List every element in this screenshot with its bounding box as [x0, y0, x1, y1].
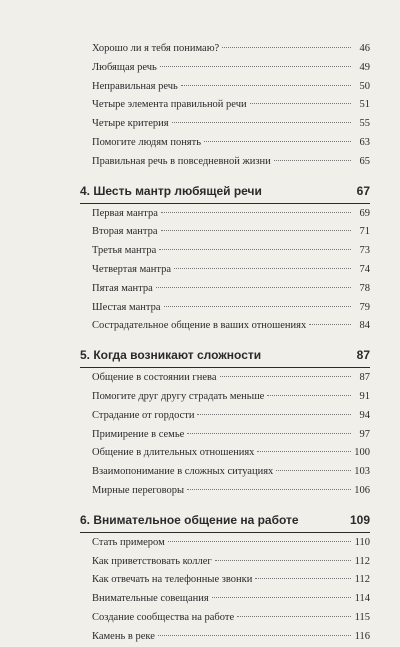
toc-entry [80, 444, 370, 463]
chapter-6 [80, 511, 370, 647]
dot-leader [159, 249, 351, 250]
dot-leader [257, 451, 351, 452]
entry-page: 49 [359, 61, 370, 73]
toc-entry [80, 426, 370, 445]
entry-title: Создание сообщества на работе [92, 611, 235, 623]
dot-leader [172, 122, 351, 123]
entry-title: Сострадательное общение в ваших отношениях [92, 320, 307, 332]
dot-leader [174, 268, 351, 269]
dot-leader [156, 287, 351, 288]
entry-title: Общение в длительных отношениях [92, 447, 255, 459]
chapter-title: 4. Шесть мантр любящей речи [80, 183, 262, 198]
entry-title: Примирение в семье [92, 428, 185, 440]
dot-leader [222, 47, 351, 48]
toc-entry [80, 40, 370, 59]
entry-title: Четыре элемента правильной речи [92, 99, 247, 111]
entry-title: Любящая речь [92, 61, 157, 73]
toc-entry [80, 59, 370, 78]
entry-title: Мирные переговоры [92, 484, 185, 496]
entry-page: 55 [359, 118, 370, 130]
dot-leader [274, 160, 351, 161]
dot-leader [204, 141, 351, 142]
entry-page: 114 [354, 593, 370, 605]
dot-leader [181, 85, 351, 86]
entry-page: 79 [359, 301, 370, 313]
dot-leader [276, 470, 351, 471]
toc-entry [80, 571, 370, 590]
dot-leader [267, 395, 351, 396]
chapter-title: 5. Когда возникают сложности [80, 348, 262, 363]
chapter-page: 109 [349, 512, 370, 527]
toc-entry [80, 134, 370, 153]
toc-entry [80, 463, 370, 482]
toc-entry [80, 280, 370, 299]
toc-entry [80, 115, 370, 134]
dot-leader [250, 103, 351, 104]
dot-leader [215, 560, 351, 561]
dot-leader [237, 616, 351, 617]
entry-title: Как приветствовать коллег [92, 555, 212, 567]
entry-title: Пятая мантра [92, 282, 153, 294]
entry-title: Четыре критерия [92, 118, 169, 130]
entry-title: Как отвечать на телефонные звонки [92, 574, 253, 586]
toc-entry [80, 299, 370, 318]
toc-entry [80, 317, 370, 336]
entry-page: 74 [359, 263, 370, 275]
toc-entry [80, 609, 370, 628]
entry-page: 78 [359, 282, 370, 294]
entry-title: Правильная речь в повседневной жизни [92, 155, 271, 167]
dot-leader [197, 414, 351, 415]
dot-leader [168, 541, 351, 542]
entry-page: 97 [359, 428, 370, 440]
dot-leader [309, 324, 351, 325]
entry-page: 50 [359, 80, 370, 92]
entry-page: 106 [354, 484, 370, 496]
chapter-title: 6. Внимательное общение на работе [80, 512, 299, 527]
entry-page: 63 [359, 136, 370, 148]
entry-page: 69 [359, 207, 370, 219]
dot-leader [220, 376, 352, 377]
entry-title: Взаимопонимание в сложных ситуациях [92, 466, 274, 478]
entry-page: 115 [354, 611, 370, 623]
toc-entry [80, 78, 370, 97]
toc-entry [80, 482, 370, 501]
entry-title: Помогите людям понять [92, 136, 202, 148]
dot-leader [255, 578, 351, 579]
toc-entry [80, 205, 370, 224]
entry-title: Общение в состоянии гнева [92, 372, 217, 384]
toc-entry [80, 261, 370, 280]
dot-leader [161, 230, 351, 231]
chapter-page: 87 [356, 348, 370, 363]
entry-page: 112 [354, 555, 370, 567]
entry-title: Внимательные совещания [92, 593, 209, 605]
entry-title: Хорошо ли я тебя понимаю? [92, 43, 220, 54]
chapter-heading [80, 346, 370, 368]
intro-section [80, 40, 370, 172]
toc-entry [80, 223, 370, 242]
entry-page: 110 [354, 536, 370, 548]
chapter-page: 67 [356, 183, 370, 198]
table-of-contents [80, 40, 370, 647]
entry-title: Камень в реке [92, 630, 155, 642]
chapter-heading [80, 511, 370, 533]
entry-page: 103 [354, 466, 370, 478]
dot-leader [187, 489, 351, 490]
entry-title: Помогите друг другу страдать меньше [92, 390, 265, 402]
entry-page: 46 [359, 43, 370, 54]
entry-title: Четвертая мантра [92, 263, 172, 275]
toc-entry [80, 242, 370, 261]
toc-entry [80, 407, 370, 426]
chapter-4 [80, 182, 370, 337]
dot-leader [212, 597, 351, 598]
entry-title: Третья мантра [92, 245, 157, 257]
entry-title: Шестая мантра [92, 301, 161, 313]
toc-entry [80, 628, 370, 647]
entry-page: 100 [354, 447, 370, 459]
entry-page: 94 [359, 409, 370, 421]
dot-leader [164, 306, 352, 307]
toc-entry [80, 96, 370, 115]
entry-page: 65 [359, 155, 370, 167]
chapter-heading [80, 182, 370, 204]
entry-page: 51 [359, 99, 370, 111]
toc-entry [80, 369, 370, 388]
chapter-5 [80, 346, 370, 501]
entry-page: 71 [359, 226, 370, 238]
dot-leader [161, 212, 351, 213]
entry-page: 116 [354, 630, 370, 642]
entry-title: Стать примером [92, 536, 165, 548]
toc-entry [80, 534, 370, 553]
toc-entry [80, 388, 370, 407]
toc-entry [80, 153, 370, 172]
dot-leader [187, 433, 351, 434]
entry-page: 84 [359, 320, 370, 332]
dot-leader [160, 66, 351, 67]
entry-page: 112 [354, 574, 370, 586]
entry-title: Вторая мантра [92, 226, 158, 238]
dot-leader [158, 635, 351, 636]
entry-title: Неправильная речь [92, 80, 178, 92]
entry-page: 87 [359, 372, 370, 384]
entry-page: 91 [359, 390, 370, 402]
entry-title: Первая мантра [92, 207, 158, 219]
entry-title: Страдание от гордости [92, 409, 195, 421]
entry-page: 73 [359, 245, 370, 257]
toc-entry [80, 553, 370, 572]
